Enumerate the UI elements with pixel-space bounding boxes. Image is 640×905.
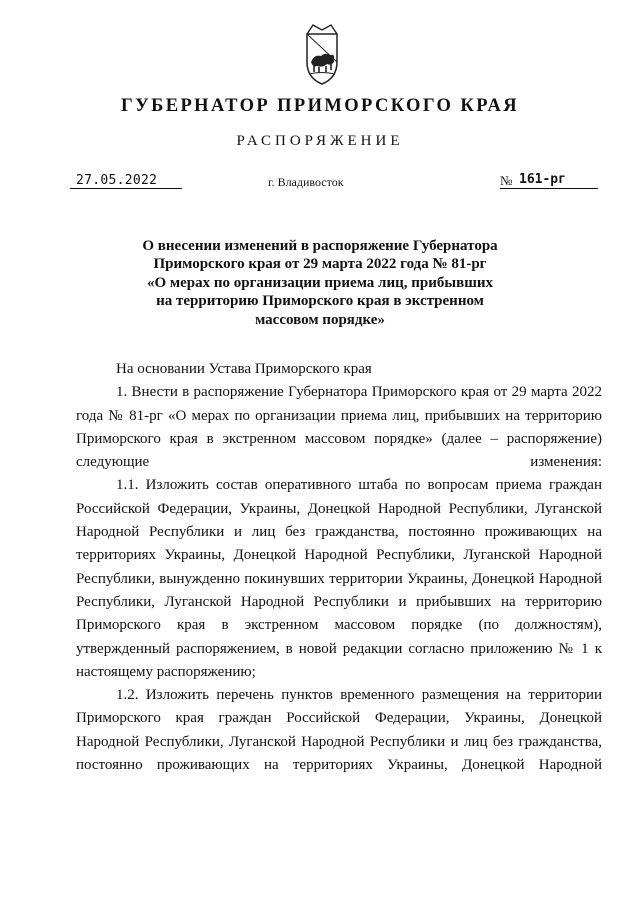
document-number: 161-рг [519, 172, 566, 187]
number-mark: № [500, 173, 513, 188]
heading-line: Приморского края от 29 марта 2022 года № 81-рг [153, 256, 487, 273]
heading-line: массовом порядке» [255, 311, 385, 328]
body-paragraph: 1.1. Изложить состав оперативного штаба по вопросам приема граждан Российской Федерации, Украины, Донецкой Народной Республики, Луганской Народной Республики и лиц без гражданства, постоянно проживающих на территориях Украины, Донецкой Народной Республики, Луганской Народной Республики, вынужденно покинувших территории Украины, Донецкой Народной Республики, Луганской Народной Республики и прибывших на территорию Приморского края в экстренном массовом порядке (по должностям), утвержденный распоряжением, в новой редакции согласно приложению № 1 к настоящему распоряжению; [76, 477, 602, 680]
body-paragraph: 1.2. Изложить перечень пунктов временного размещения на территории Приморского края граждан Российской Федерации, Украины, Донецкой Народной Республики, Луганской Народной Республики и лиц без гражданства, постоянно проживающих на территориях Украины, Донецкой Народной [76, 687, 602, 774]
date-underline [70, 188, 182, 189]
document-date: 27.05.2022 [76, 173, 158, 188]
document-body [76, 358, 602, 777]
heading-line: «О мерах по организации приема лиц, прибывших [146, 274, 494, 291]
body-paragraph: 1. Внести в распоряжение Губернатора Приморского края от 29 марта 2022 года № 81-рг «О мерах по организации приема лиц, прибывших на территорию Приморского края в экстренном массовом порядке» (далее – распоряжение) следующие изменения: [76, 384, 602, 471]
document-city: г. Владивосток [268, 175, 344, 189]
document-type: РАСПОРЯЖЕНИЕ [236, 133, 404, 149]
org-title: ГУБЕРНАТОР ПРИМОРСКОГО КРАЯ [120, 96, 520, 116]
heading-line: на территорию Приморского края в экстренном [156, 293, 484, 310]
primorsky-coat-of-arms-icon [299, 22, 345, 86]
document-heading [120, 237, 520, 329]
body-paragraph: На основании Устава Приморского края [116, 361, 372, 377]
number-underline [500, 188, 598, 189]
heading-line: О внесении изменений в распоряжение Губернатора [142, 238, 498, 254]
